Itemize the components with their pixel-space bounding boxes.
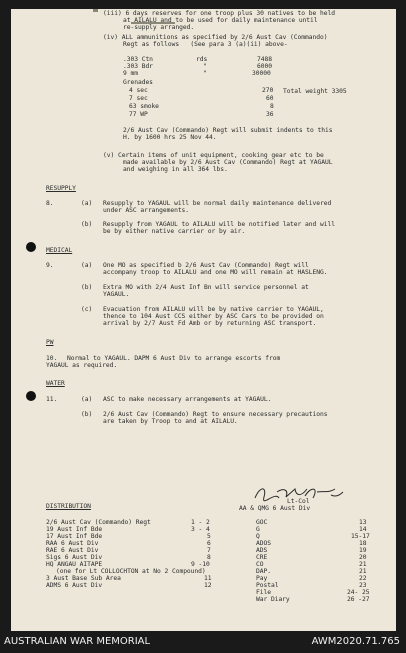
text-line: rds	[196, 56, 208, 63]
text-line: RAA 6 Aust Div	[46, 540, 99, 547]
text-line: ADMS 6 Aust Div	[46, 582, 103, 589]
text-line: 11	[204, 575, 212, 582]
text-line: Grenades	[123, 79, 153, 86]
accession-number: AWM2020.71.765	[311, 636, 400, 647]
text-line: Total weight 3305	[283, 88, 347, 95]
text-line: GOC	[256, 519, 268, 526]
text-line: AA & QMG 6 Aust Div	[239, 505, 311, 512]
text-line: (v) Certain items of unit equipment, cooking gear etc to be	[103, 152, 324, 159]
text-line: 14	[359, 526, 367, 533]
text-line: 11.	[46, 396, 58, 403]
text-line: ADOS	[256, 540, 271, 547]
text-line: 7488	[257, 56, 272, 63]
text-line: (b)	[81, 221, 93, 228]
archive-caption-bar	[0, 631, 406, 653]
punch-hole-bottom	[26, 391, 36, 401]
text-line: Resupply from YAGAUL to AILALU will be notified later and will	[103, 221, 335, 228]
text-line: 9 -10	[191, 561, 210, 568]
text-line: Pay	[256, 575, 268, 582]
document-page	[11, 9, 396, 631]
section-heading: RESUPPLY	[46, 185, 76, 192]
section-heading: DISTRIBUTION	[46, 503, 91, 510]
text-line: thence to 104 Aust CCS either by ASC Cars to be provided on	[103, 313, 324, 320]
text-line: Regt as follows (See para 3 (a)(ii) above-	[123, 41, 288, 48]
text-line: be by either native carrier or by air.	[103, 228, 246, 235]
text-line: DAP.	[256, 568, 271, 575]
text-line: RAE 6 Aust Div	[46, 547, 99, 554]
text-line: (iv) ALL ammunitions as specified by 2/6 Aust Cav (Commando)	[103, 34, 328, 41]
text-line: 20	[359, 554, 367, 561]
text-line: Extra MO with 2/4 Aust Inf Bn will service personnel at	[103, 284, 309, 291]
text-line: are taken by Troop to and at AILALU.	[103, 418, 238, 425]
text-line: G	[256, 526, 260, 533]
text-line: 24- 25	[347, 589, 370, 596]
text-line: 36	[266, 111, 274, 118]
text-line: Sigs 6 Aust Div	[46, 554, 103, 561]
text-line: Evacuation from AILALU will be by native carrier to YAGAUL,	[103, 306, 324, 313]
text-line: YAGAUL.	[103, 291, 130, 298]
text-line: 19 Aust Inf Bde	[46, 526, 103, 533]
text-line: 77 WP	[129, 111, 148, 118]
ink-bar	[93, 9, 98, 12]
text-line: 23	[359, 582, 367, 589]
text-line: 21	[359, 561, 367, 568]
text-line: accompany troop to AILALU and one MO will remain at HASLENG.	[103, 269, 328, 276]
institution-name: AUSTRALIAN WAR MEMORIAL	[4, 636, 151, 647]
text-line: 60	[266, 95, 274, 102]
text-line: (a)	[81, 262, 93, 269]
text-line: made available by 2/6 Aust Cav (Commando) Regt at YAGAUL	[123, 159, 333, 166]
text-line: 63 smoke	[129, 103, 159, 110]
text-line: 2/6 Aust Cav (Commando) Regt will submit indents to this	[123, 127, 333, 134]
text-line: File	[256, 589, 271, 596]
text-line: ADS	[256, 547, 268, 554]
text-line: CO	[256, 561, 264, 568]
text-line: 22	[359, 575, 367, 582]
text-line: (b)	[81, 284, 93, 291]
section-heading: WATER	[46, 380, 65, 387]
text-line: 13	[359, 519, 367, 526]
text-line: "	[203, 70, 207, 77]
text-line: 6	[207, 540, 211, 547]
text-line: 2/6 Aust Cav (Commando) Regt to ensure necessary precautions	[103, 411, 328, 418]
text-line: at AILALU and to be used for daily maintenance until	[123, 17, 318, 24]
section-heading: MEDICAL	[46, 247, 73, 254]
text-line: Lt-Col	[287, 498, 310, 505]
text-line: 9.	[46, 262, 54, 269]
text-line: 17 Aust Inf Bde	[46, 533, 103, 540]
text-line: 8.	[46, 200, 54, 207]
text-line: 270	[262, 87, 274, 94]
text-line: 21	[359, 568, 367, 575]
text-line: Normal to YAGAUL. DAPM 6 Aust Div to arrange escorts from	[67, 355, 281, 362]
text-line: 15-17	[351, 533, 370, 540]
text-line: arrival by 2/7 Aust Fd Amb or by returning ASC transport.	[103, 320, 317, 327]
text-line: 7 sec	[129, 95, 148, 102]
text-line: (one for Lt COLLOCHTON at No 2 Compound)	[56, 568, 206, 575]
text-line: 10.	[46, 355, 58, 362]
text-line: CRE	[256, 554, 268, 561]
text-line: 4 sec	[129, 87, 148, 94]
text-line: ASC to make necessary arrangements at YAGAUL.	[103, 396, 272, 403]
text-line: Postal	[256, 582, 279, 589]
text-line: 18	[359, 540, 367, 547]
text-line: .303 Bdr	[123, 63, 153, 70]
text-line: 3 Aust Base Sub Area	[46, 575, 121, 582]
text-line: (iii) 6 days reserves for one troop plus 30 natives to be held	[103, 10, 335, 17]
text-line: (b)	[81, 411, 93, 418]
text-line: 19	[359, 547, 367, 554]
text-line: 3 - 4	[191, 526, 210, 533]
section-heading: PW	[46, 339, 54, 346]
text-line: 6000	[257, 63, 272, 70]
text-line: "	[203, 63, 207, 70]
text-line: 5	[207, 533, 211, 540]
text-line: (c)	[81, 306, 93, 313]
text-line: 7	[207, 547, 211, 554]
text-line: 9 mm	[123, 70, 138, 77]
text-line: (a)	[81, 200, 93, 207]
text-line: Resupply to YAGAUL will be normal daily maintenance delivered	[103, 200, 332, 207]
text-line: 8	[270, 103, 274, 110]
punch-hole-top	[26, 242, 36, 252]
text-line: re-supply arranged.	[123, 24, 195, 31]
text-line: HQ ANGAU AITAPE	[46, 561, 103, 568]
text-line: War Diary	[256, 596, 290, 603]
text-line: Q	[256, 533, 260, 540]
text-line: 26 -27	[347, 596, 370, 603]
text-line: 1 - 2	[191, 519, 210, 526]
text-line: YAGAUL as required.	[46, 362, 118, 369]
text-line: and weighing in all 364 lbs.	[123, 166, 228, 173]
text-line: 12	[204, 582, 212, 589]
text-line: 2/6 Aust Cav (Commando) Regt	[46, 519, 151, 526]
text-line: 8	[207, 554, 211, 561]
text-line: 30000	[252, 70, 271, 77]
text-line: H. by 1600 hrs 25 Nov 44.	[123, 134, 217, 141]
text-line: One MO as specified b 2/6 Aust Cav (Commando) Regt will	[103, 262, 309, 269]
text-line: under ASC arrangements.	[103, 207, 190, 214]
text-line: .303 Ctn	[123, 56, 153, 63]
text-line: (a)	[81, 396, 93, 403]
